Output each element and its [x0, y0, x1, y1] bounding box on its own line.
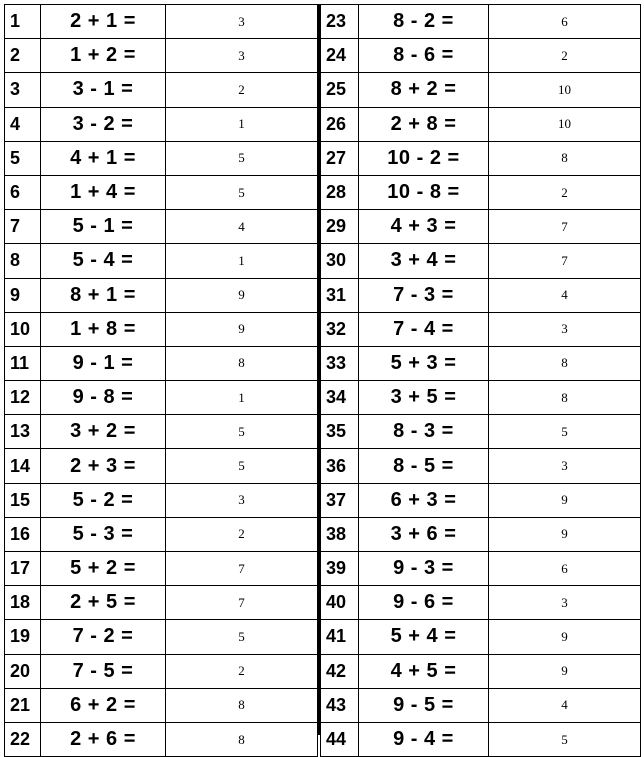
problem-answer: 5: [166, 175, 318, 209]
problem-expression: 2 + 5 =: [41, 586, 166, 620]
problem-row: [321, 415, 641, 449]
problem-answer: 4: [166, 210, 318, 244]
problem-expression: 2 + 3 =: [41, 449, 166, 483]
problem-row: [321, 210, 641, 244]
problem-row: [321, 688, 641, 722]
problem-number: 4: [5, 107, 41, 141]
problem-answer: 9: [489, 654, 641, 688]
problem-expression: 8 - 6 =: [359, 39, 489, 73]
problem-row: [321, 449, 641, 483]
problem-row: [5, 312, 318, 346]
problem-expression: 1 + 2 =: [41, 39, 166, 73]
problem-number: 35: [321, 415, 359, 449]
problem-answer: 3: [166, 5, 318, 39]
problem-row: [321, 586, 641, 620]
problem-row: [5, 620, 318, 654]
problem-answer: 1: [166, 381, 318, 415]
problem-answer: 7: [166, 586, 318, 620]
problem-number: 1: [5, 5, 41, 39]
problem-number: 18: [5, 586, 41, 620]
problem-number: 33: [321, 346, 359, 380]
problem-number: 37: [321, 483, 359, 517]
problem-expression: 2 + 8 =: [359, 107, 489, 141]
problem-row: [321, 175, 641, 209]
problem-answer: 3: [489, 586, 641, 620]
problem-expression: 1 + 4 =: [41, 175, 166, 209]
problem-row: [5, 107, 318, 141]
problem-expression: 7 - 4 =: [359, 312, 489, 346]
problem-number: 7: [5, 210, 41, 244]
problem-expression: 1 + 8 =: [41, 312, 166, 346]
problem-expression: 5 + 3 =: [359, 346, 489, 380]
problem-answer: 7: [489, 244, 641, 278]
problem-row: [321, 141, 641, 175]
problem-number: 36: [321, 449, 359, 483]
problem-row: [321, 312, 641, 346]
problem-answer: 2: [166, 73, 318, 107]
problem-expression: 4 + 5 =: [359, 654, 489, 688]
problem-answer: 5: [166, 415, 318, 449]
problem-answer: 8: [489, 141, 641, 175]
problem-expression: 9 - 1 =: [41, 346, 166, 380]
problem-number: 16: [5, 517, 41, 551]
problem-expression: 5 - 1 =: [41, 210, 166, 244]
problem-number: 12: [5, 381, 41, 415]
problem-expression: 3 - 1 =: [41, 73, 166, 107]
problem-number: 2: [5, 39, 41, 73]
problem-number: 3: [5, 73, 41, 107]
problem-expression: 5 + 2 =: [41, 552, 166, 586]
problem-row: [5, 483, 318, 517]
problem-number: 17: [5, 552, 41, 586]
problem-answer: 5: [489, 415, 641, 449]
problem-expression: 6 + 3 =: [359, 483, 489, 517]
problem-row: [5, 141, 318, 175]
problem-number: 8: [5, 244, 41, 278]
problem-answer: 7: [489, 210, 641, 244]
problem-answer: 5: [166, 620, 318, 654]
problem-expression: 2 + 1 =: [41, 5, 166, 39]
problem-answer: 8: [489, 381, 641, 415]
problem-expression: 4 + 3 =: [359, 210, 489, 244]
problem-number: 10: [5, 312, 41, 346]
problem-number: 40: [321, 586, 359, 620]
problem-number: 26: [321, 107, 359, 141]
problem-number: 29: [321, 210, 359, 244]
problem-row: [5, 39, 318, 73]
problem-answer: 5: [489, 722, 641, 756]
problem-number: 24: [321, 39, 359, 73]
problem-expression: 4 + 1 =: [41, 141, 166, 175]
problem-expression: 8 - 2 =: [359, 5, 489, 39]
problem-row: [5, 415, 318, 449]
problem-expression: 7 - 5 =: [41, 654, 166, 688]
problem-row: [321, 39, 641, 73]
problem-answer: 3: [489, 449, 641, 483]
problem-answer: 9: [489, 620, 641, 654]
problem-row: [5, 5, 318, 39]
problem-number: 22: [5, 722, 41, 756]
problem-number: 6: [5, 175, 41, 209]
problem-row: [5, 586, 318, 620]
problem-answer: 5: [166, 449, 318, 483]
problem-row: [5, 449, 318, 483]
problem-expression: 8 + 1 =: [41, 278, 166, 312]
problem-number: 28: [321, 175, 359, 209]
problem-row: [321, 73, 641, 107]
problem-row: [5, 73, 318, 107]
problem-number: 23: [321, 5, 359, 39]
problem-number: 43: [321, 688, 359, 722]
problem-row: [5, 346, 318, 380]
problem-number: 39: [321, 552, 359, 586]
problem-answer: 8: [166, 722, 318, 756]
problem-expression: 7 - 2 =: [41, 620, 166, 654]
problem-row: [5, 278, 318, 312]
problems-table-right-body: [321, 5, 641, 757]
problem-row: [5, 517, 318, 551]
problem-row: [321, 552, 641, 586]
problem-answer: 10: [489, 73, 641, 107]
problem-expression: 6 + 2 =: [41, 688, 166, 722]
problem-answer: 2: [489, 39, 641, 73]
problem-row: [321, 517, 641, 551]
problem-number: 9: [5, 278, 41, 312]
problem-answer: 2: [166, 517, 318, 551]
problem-expression: 5 - 3 =: [41, 517, 166, 551]
problem-number: 42: [321, 654, 359, 688]
problem-expression: 7 - 3 =: [359, 278, 489, 312]
problem-number: 27: [321, 141, 359, 175]
problem-number: 25: [321, 73, 359, 107]
problem-expression: 9 - 4 =: [359, 722, 489, 756]
problems-table-right: [320, 4, 641, 757]
right-column: [317, 4, 640, 751]
problem-expression: 8 - 5 =: [359, 449, 489, 483]
problem-expression: 9 - 6 =: [359, 586, 489, 620]
problem-answer: 3: [166, 483, 318, 517]
problem-row: [321, 346, 641, 380]
problem-expression: 5 - 4 =: [41, 244, 166, 278]
problem-expression: 8 - 3 =: [359, 415, 489, 449]
problem-answer: 8: [489, 346, 641, 380]
problem-answer: 1: [166, 244, 318, 278]
problem-expression: 5 - 2 =: [41, 483, 166, 517]
problem-expression: 3 + 4 =: [359, 244, 489, 278]
problem-expression: 9 - 8 =: [41, 381, 166, 415]
problem-row: [321, 107, 641, 141]
problems-table-left: [4, 4, 318, 757]
problem-row: [5, 654, 318, 688]
problem-answer: 4: [489, 688, 641, 722]
problem-expression: 8 + 2 =: [359, 73, 489, 107]
problem-expression: 10 - 8 =: [359, 175, 489, 209]
problem-row: [5, 552, 318, 586]
problem-number: 21: [5, 688, 41, 722]
worksheet: [4, 4, 640, 751]
problem-answer: 9: [166, 312, 318, 346]
problem-answer: 2: [166, 654, 318, 688]
problem-expression: 9 - 3 =: [359, 552, 489, 586]
problem-answer: 9: [489, 483, 641, 517]
problem-row: [321, 654, 641, 688]
problem-number: 13: [5, 415, 41, 449]
problem-row: [321, 278, 641, 312]
problem-number: 5: [5, 141, 41, 175]
problem-expression: 3 + 5 =: [359, 381, 489, 415]
problem-number: 32: [321, 312, 359, 346]
problem-row: [5, 688, 318, 722]
problem-number: 44: [321, 722, 359, 756]
problem-answer: 3: [489, 312, 641, 346]
problem-row: [5, 244, 318, 278]
problem-answer: 9: [489, 517, 641, 551]
problem-expression: 9 - 5 =: [359, 688, 489, 722]
problem-answer: 6: [489, 5, 641, 39]
problem-expression: 3 - 2 =: [41, 107, 166, 141]
problem-number: 19: [5, 620, 41, 654]
problem-number: 38: [321, 517, 359, 551]
problem-row: [321, 620, 641, 654]
problem-row: [5, 722, 318, 756]
problem-answer: 7: [166, 552, 318, 586]
problem-expression: 3 + 2 =: [41, 415, 166, 449]
problem-expression: 3 + 6 =: [359, 517, 489, 551]
problems-table-left-body: [5, 5, 318, 757]
problem-answer: 8: [166, 688, 318, 722]
problem-number: 30: [321, 244, 359, 278]
problem-answer: 2: [489, 175, 641, 209]
problem-row: [5, 175, 318, 209]
problem-number: 14: [5, 449, 41, 483]
problem-number: 20: [5, 654, 41, 688]
problem-row: [321, 483, 641, 517]
problem-number: 15: [5, 483, 41, 517]
problem-answer: 9: [166, 278, 318, 312]
problem-row: [5, 210, 318, 244]
problem-answer: 1: [166, 107, 318, 141]
problem-number: 31: [321, 278, 359, 312]
problem-answer: 3: [166, 39, 318, 73]
problem-answer: 6: [489, 552, 641, 586]
problem-number: 41: [321, 620, 359, 654]
problem-expression: 5 + 4 =: [359, 620, 489, 654]
problem-answer: 8: [166, 346, 318, 380]
problem-answer: 5: [166, 141, 318, 175]
problem-row: [321, 381, 641, 415]
problem-answer: 10: [489, 107, 641, 141]
problem-row: [321, 722, 641, 756]
problem-expression: 10 - 2 =: [359, 141, 489, 175]
problem-row: [5, 381, 318, 415]
problem-number: 11: [5, 346, 41, 380]
problem-number: 34: [321, 381, 359, 415]
problem-row: [321, 5, 641, 39]
problem-row: [321, 244, 641, 278]
problem-expression: 2 + 6 =: [41, 722, 166, 756]
problem-answer: 4: [489, 278, 641, 312]
left-column: [4, 4, 317, 751]
